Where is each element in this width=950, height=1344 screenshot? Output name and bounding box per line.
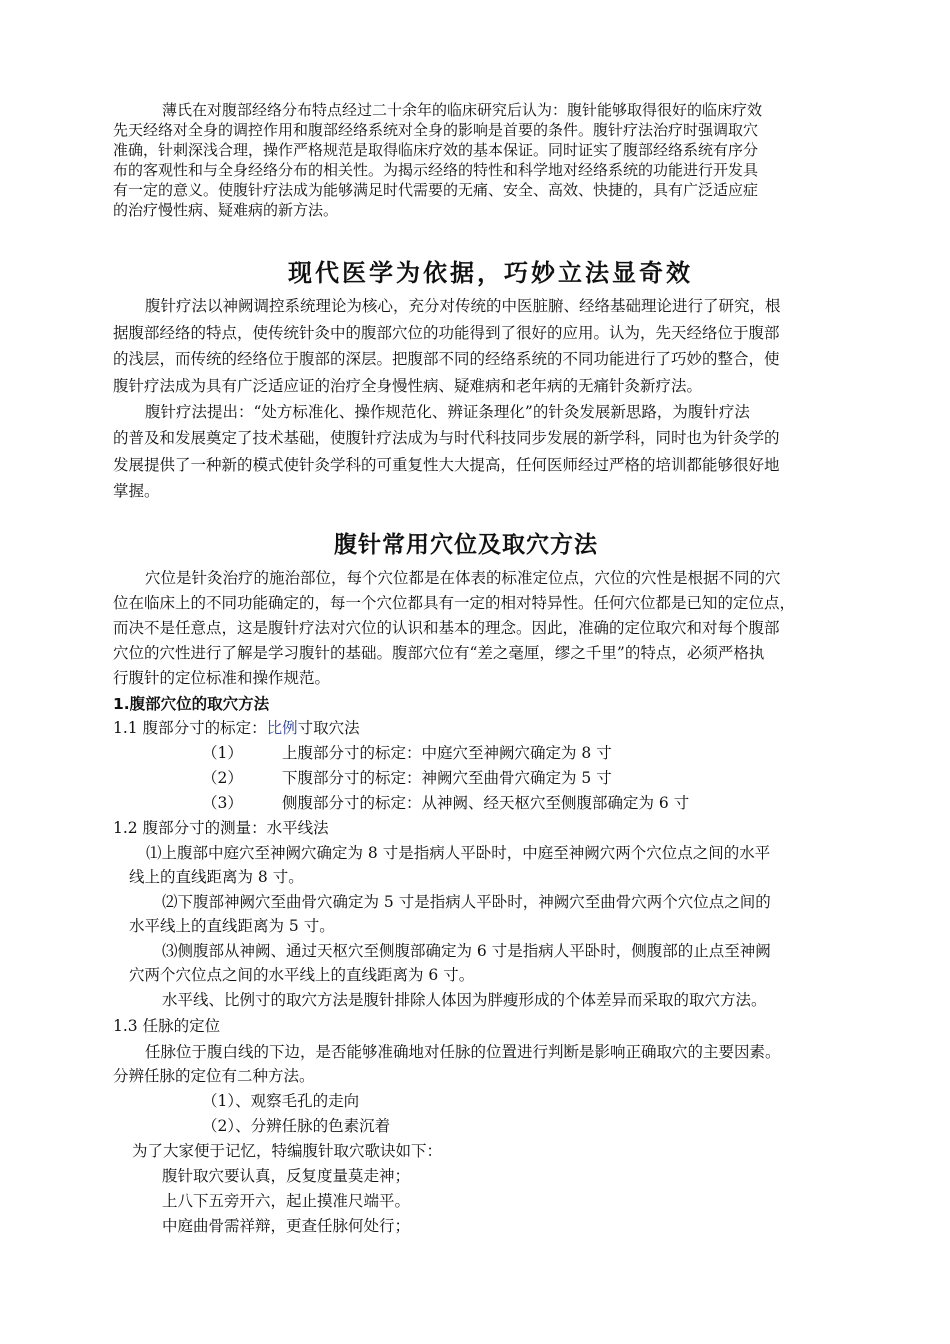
list-item [202,741,612,766]
list-item: （1）、观察毛孔的走向 [202,1092,360,1110]
subsection-heading: 1.3 任脉的定位 [113,1017,221,1035]
text-line: 先天经络对全身的调控作用和腹部经络系统对全身的影响是首要的条件。腹针疗法治疗时强调取穴 [113,121,759,139]
list-item: （2）、分辨任脉的色素沉着 [202,1117,391,1135]
text-line: 水平线、比例寸的取穴方法是腹针排除人体因为胖瘦形成的个体差异而采取的取穴方法。 [162,991,767,1009]
subsection-heading: 1.腹部穴位的取穴方法 [113,695,270,713]
text-line: 薄氏在对腹部经络分布特点经过二十余年的临床研究后认为：腹针能够取得很好的临床疗效 [162,101,763,119]
text-line: 腹针疗法提出：“处方标准化、操作规范化、辨证条理化”的针灸发展新思路，为腹针疗法 [145,403,750,421]
list-item [202,766,612,791]
text-line: ⑵下腹部神阙穴至曲骨穴确定为 5 寸是指病人平卧时，神阙穴至曲骨穴两个穴位点之间的 [162,893,771,911]
section-heading: 腹针常用穴位及取穴方法 [334,531,598,558]
list-item [202,791,689,816]
subsection-suffix: 寸取穴法 [297,719,360,737]
verse-line: 腹针取穴要认真，反复度量莫走神； [162,1167,411,1185]
list-number: （2） [202,769,243,787]
text-line: 准确，针刺深浅合理，操作严格规范是取得临床疗效的基本保证。同时证实了腹部经络系统有序分 [113,141,759,159]
text-line: 据腹部经络的特点，使传统针灸中的腹部穴位的功能得到了很好的应用。认为，先天经络位于腹部 [113,324,780,342]
text-line: 的浅层，而传统的经络位于腹部的深层。把腹部不同的经络系统的不同功能进行了巧妙的整合，使 [113,350,780,368]
subsection-heading: 1.2 腹部分寸的测量：水平线法 [113,819,329,837]
text-line: ⑶侧腹部从神阙、通过天枢穴至侧腹部确定为 6 寸是指病人平卧时，侧腹部的止点至神阙 [162,942,771,960]
verse-line: 上八下五旁开六，起止摸准尺端平。 [162,1192,411,1210]
text-line: 而决不是任意点，这是腹针疗法对穴位的认识和基本的理念。因此，准确的定位取穴和对每个腹部 [113,619,780,637]
text-line: 的治疗慢性病、疑难病的新方法。 [113,201,339,219]
subsection-heading [113,716,360,741]
text-line: 腹针疗法以神阙调控系统理论为核心，充分对传统的中医脏腑、经络基础理论进行了研究，根 [145,297,781,315]
list-number: （1） [202,744,243,762]
text-line: 穴位是针灸治疗的施治部位，每个穴位都是在体表的标准定位点，穴位的穴性是根据不同的穴 [145,569,781,587]
list-text: 上腹部分寸的标定：中庭穴至神阙穴确定为 8 寸 [282,744,612,762]
text-line: 掌握。 [113,482,160,500]
text-line: 任脉位于腹白线的下边，是否能够准确地对任脉的位置进行判断是影响正确取穴的主要因素。 [145,1043,781,1061]
subsection-prefix: 1.1 腹部分寸的标定： [113,719,267,737]
text-line: 行腹针的定位标准和操作规范。 [113,669,331,687]
ratio-link[interactable]: 比例 [266,719,298,737]
text-line: 的普及和发展奠定了技术基础，使腹针疗法成为与时代科技同步发展的新学科，同时也为针灸学的 [113,429,780,447]
text-line: 分辨任脉的定位有二种方法。 [113,1067,315,1085]
text-line: 发展提供了一种新的模式使针灸学科的可重复性大大提高，任何医师经过严格的培训都能够很好地 [113,456,780,474]
list-number: （3） [202,794,243,812]
text-line: ⑴上腹部中庭穴至神阙穴确定为 8 寸是指病人平卧时，中庭至神阙穴两个穴位点之间的水平 [146,844,771,862]
text-line: 腹针疗法成为具有广泛适应证的治疗全身慢性病、疑难病和老年病的无痛针灸新疗法。 [113,377,703,395]
list-text: 侧腹部分寸的标定：从神阙、经天枢穴至侧腹部确定为 6 寸 [282,794,690,812]
text-line: 穴两个穴位点之间的水平线上的直线距离为 6 寸。 [129,966,475,984]
verse-line: 中庭曲骨需祥辩，更查任脉何处行； [162,1217,411,1235]
text-line: 有一定的意义。使腹针疗法成为能够满足时代需要的无痛、安全、高效、快捷的，具有广泛适应症 [113,181,759,199]
text-line: 布的客观性和与全身经络分布的相关性。为揭示经络的特性和科学地对经络系统的功能进行开发具 [113,161,759,179]
section-heading: 现代医学为依据，巧妙立法显奇效 [288,258,693,287]
verse-intro: 为了大家便于记忆，特编腹针取穴歌诀如下： [132,1142,443,1160]
text-line: 位在临床上的不同功能确定的，每一个穴位都具有一定的相对特异性。任何穴位都是已知的定位点， [113,594,796,612]
list-text: 下腹部分寸的标定：神阙穴至曲骨穴确定为 5 寸 [282,769,612,787]
text-line: 线上的直线距离为 8 寸。 [129,868,304,886]
text-line: 穴位的穴性进行了解是学习腹针的基础。腹部穴位有“差之毫厘，缪之千里”的特点，必须严格执 [113,644,765,662]
text-line: 水平线上的直线距离为 5 寸。 [129,917,335,935]
